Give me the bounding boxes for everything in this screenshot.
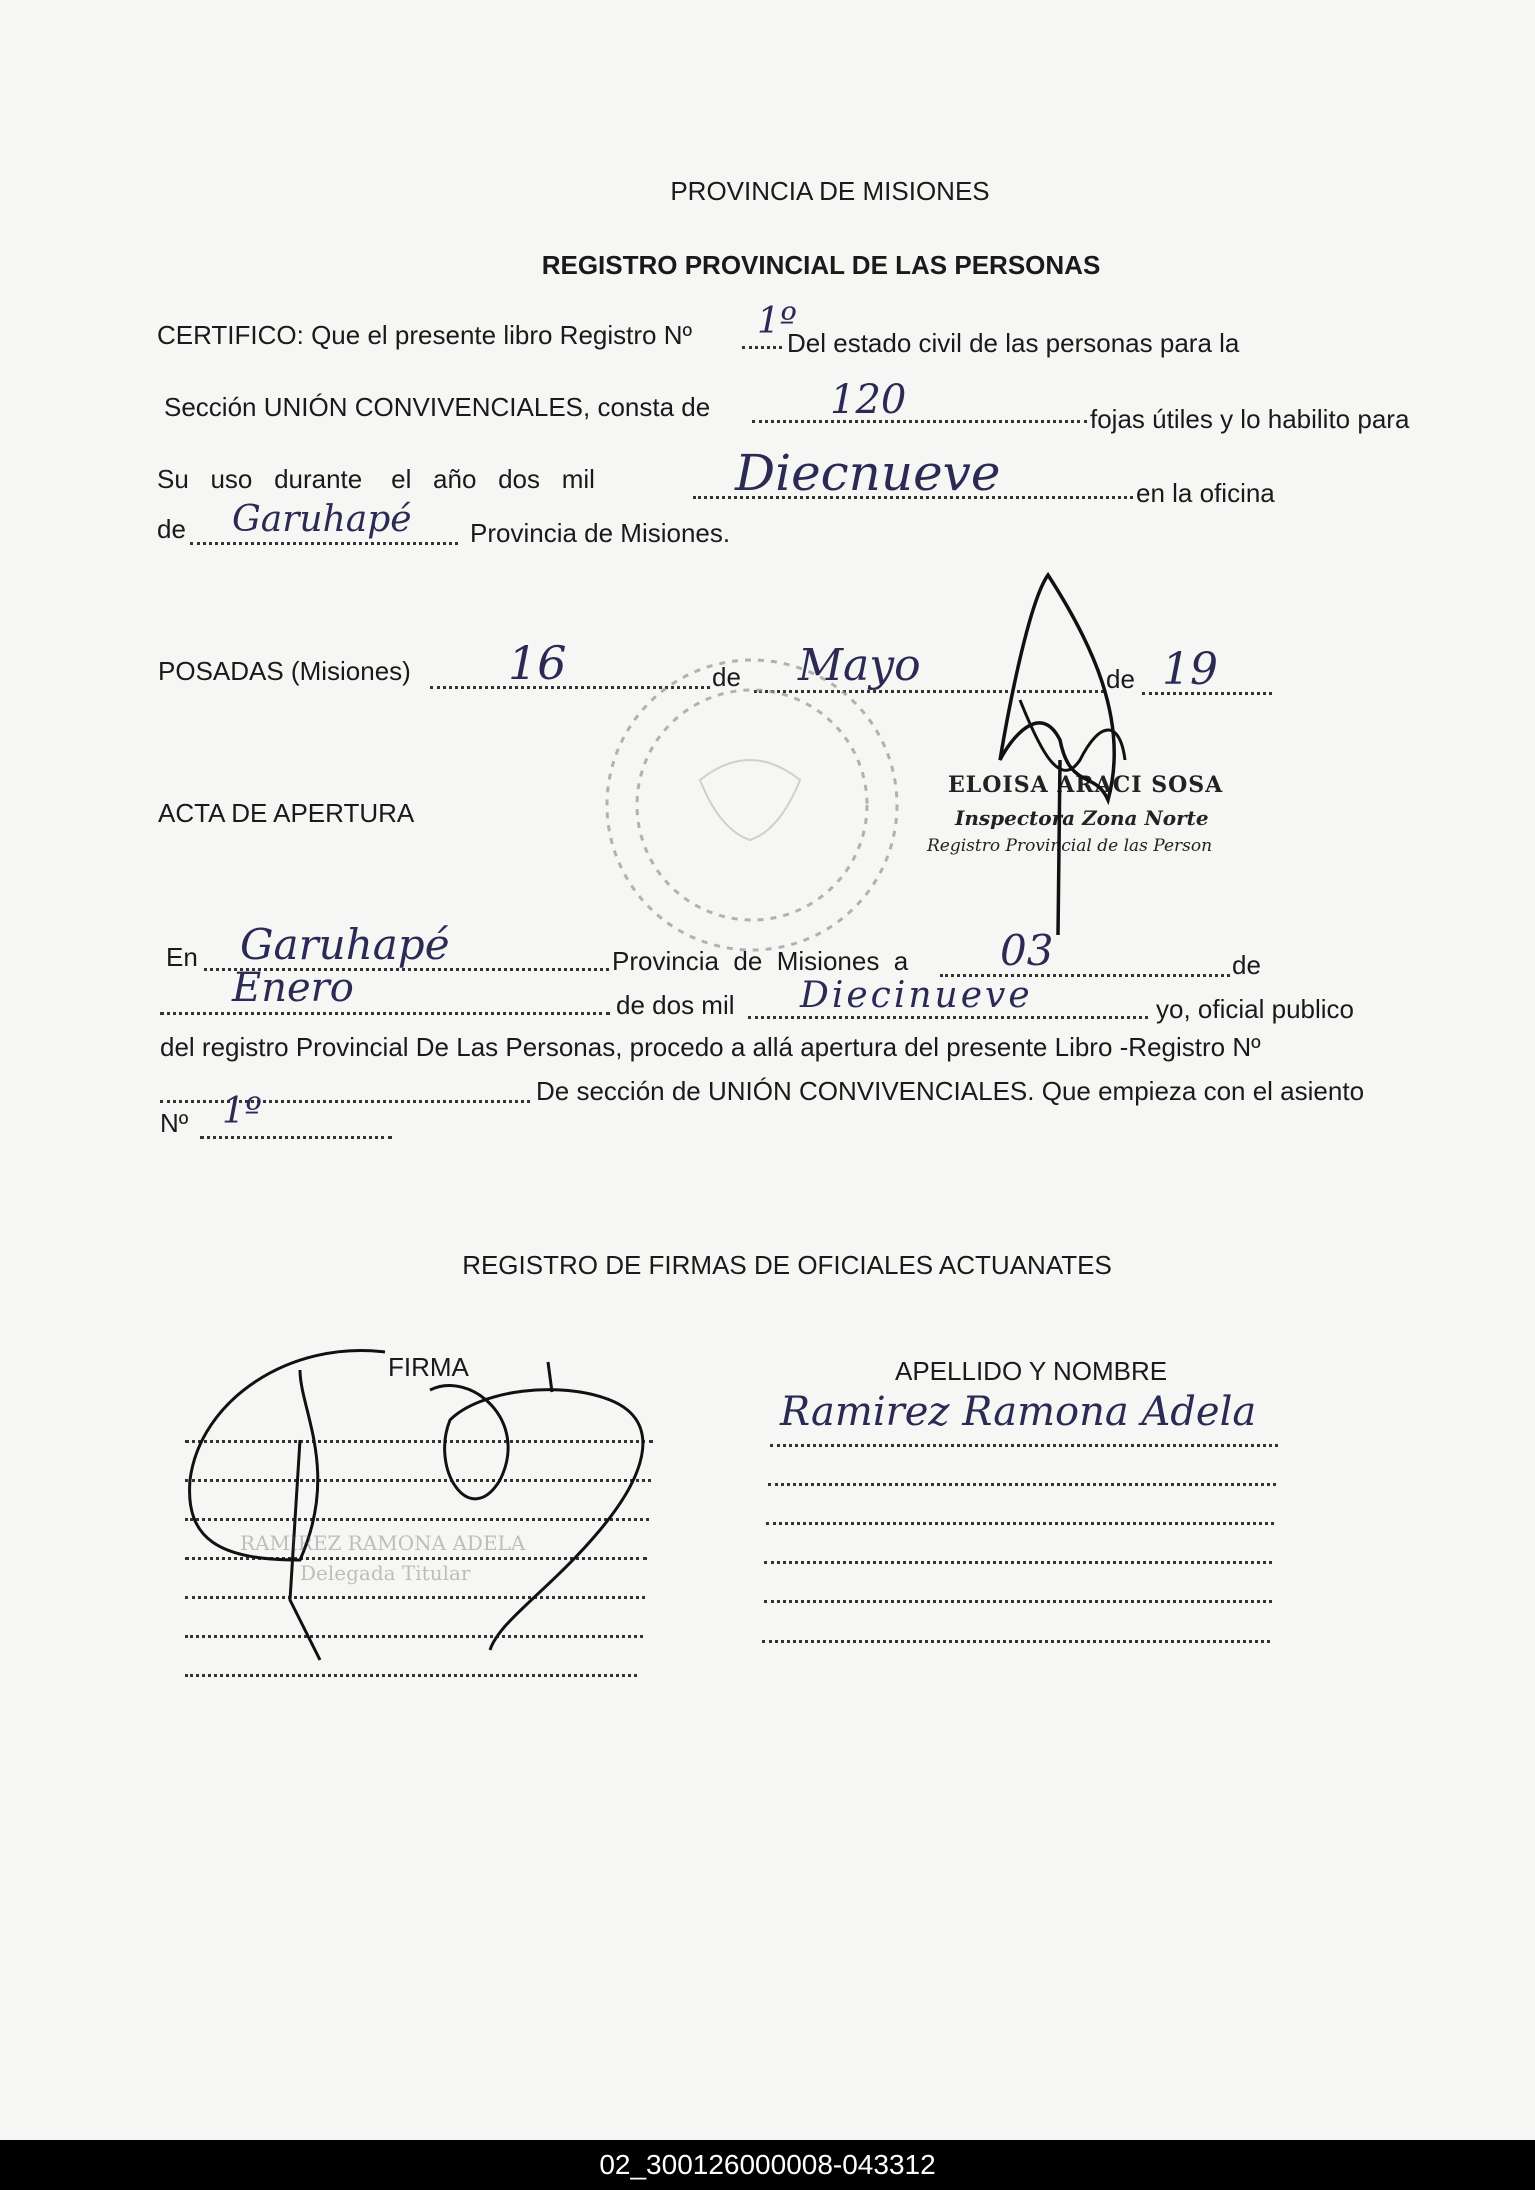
fojas-handwritten: 120 bbox=[830, 377, 907, 423]
acta-line-2-mid: de dos mil bbox=[616, 990, 735, 1020]
firma-row bbox=[185, 1635, 643, 1638]
certificate-line-2-start: Sección UNIÓN CONVIVENCIALES, consta de bbox=[164, 392, 711, 422]
nombre-row bbox=[766, 1522, 1274, 1525]
firma-row bbox=[185, 1479, 651, 1482]
nombre-row bbox=[770, 1444, 1278, 1447]
acta-seat-handwritten: 1º bbox=[222, 1091, 262, 1132]
acta-day-handwritten: 03 bbox=[1000, 926, 1054, 975]
registry-heading: REGISTRO PROVINCIAL DE LAS PERSONAS bbox=[541, 250, 1101, 280]
acta-line-1-mid: Provincia de Misiones a bbox=[612, 946, 909, 976]
dotted-line bbox=[160, 1100, 530, 1103]
date-year-handwritten: 19 bbox=[1162, 644, 1218, 695]
firma-row bbox=[185, 1557, 647, 1560]
acta-line-4: De sección de UNIÓN CONVIVENCIALES. Que empieza con el asiento bbox=[536, 1076, 1365, 1106]
certificate-line-1-end: Del estado civil de las personas para la bbox=[787, 328, 1240, 358]
document-id-footer: 02_300126000008-043312 bbox=[0, 2140, 1535, 2190]
dotted-line bbox=[742, 346, 782, 349]
book-number-handwritten: 1º bbox=[757, 301, 797, 342]
inspector-stamp-org: Registro Provincial de las Person bbox=[927, 836, 1213, 856]
province-heading: PROVINCIA DE MISIONES bbox=[670, 176, 990, 206]
acta-line-3: del registro Provincial De Las Personas, procedo a allá apertura del presente Libro -Registro Nº bbox=[160, 1032, 1261, 1062]
acta-line-1-start: En bbox=[166, 942, 198, 972]
dotted-line bbox=[752, 420, 1087, 423]
date-de-2: de bbox=[1106, 664, 1135, 694]
svg-text:RAMIREZ RAMONA ADELA: RAMIREZ RAMONA ADELA bbox=[240, 1531, 526, 1555]
acta-place-handwritten: Garuhapé bbox=[240, 920, 450, 969]
certificate-line-1-start: CERTIFICO: Que el presente libro Registro Nº bbox=[157, 320, 692, 350]
svg-text:Delegada Titular: Delegada Titular bbox=[300, 1561, 471, 1585]
date-month-handwritten: Mayo bbox=[798, 640, 921, 691]
acta-line-5-start: Nº bbox=[160, 1108, 189, 1138]
firma-row bbox=[185, 1596, 645, 1599]
firma-row bbox=[185, 1674, 637, 1677]
dotted-line bbox=[160, 1012, 610, 1015]
nombre-row bbox=[768, 1483, 1276, 1486]
certificate-line-4-end: Provincia de Misiones. bbox=[470, 518, 731, 548]
nombre-column-header: APELLIDO Y NOMBRE bbox=[895, 1356, 1168, 1386]
certificate-line-4-start: de bbox=[157, 514, 186, 544]
date-de-1: de bbox=[712, 662, 741, 692]
certificate-line-3-end: en la oficina bbox=[1136, 478, 1275, 508]
dotted-line bbox=[200, 1136, 392, 1139]
acta-line-1-end: de bbox=[1232, 950, 1261, 980]
date-place: POSADAS (Misiones) bbox=[158, 656, 411, 686]
inspector-stamp-title: Inspectora Zona Norte bbox=[955, 806, 1209, 830]
certificate-line-2-end: fojas útiles y lo habilito para bbox=[1090, 404, 1410, 434]
date-day-handwritten: 16 bbox=[508, 636, 567, 690]
firma-column-header: FIRMA bbox=[388, 1352, 469, 1382]
nombre-row bbox=[764, 1600, 1272, 1603]
signatures-title: REGISTRO DE FIRMAS DE OFICIALES ACTUANATES bbox=[462, 1250, 1112, 1280]
dotted-line bbox=[190, 542, 458, 545]
nombre-row bbox=[764, 1561, 1272, 1564]
nombre-handwritten: Ramirez Ramona Adela bbox=[780, 1389, 1257, 1435]
certificate-line-3-start: Su uso durante el año dos mil bbox=[157, 464, 595, 494]
office-handwritten: Garuhapé bbox=[232, 499, 412, 540]
firma-row bbox=[185, 1518, 649, 1521]
acta-month-handwritten: Enero bbox=[232, 965, 354, 1011]
nombre-row bbox=[762, 1640, 1270, 1643]
dotted-line bbox=[430, 686, 710, 689]
acta-line-2-end: yo, oficial publico bbox=[1156, 994, 1354, 1024]
dotted-line bbox=[748, 1016, 1148, 1019]
inspector-stamp-name: ELOISA ARACI SOSA bbox=[948, 772, 1224, 798]
firma-row bbox=[185, 1440, 653, 1443]
acta-year-handwritten: Diecinueve bbox=[800, 975, 1033, 1016]
acta-title: ACTA DE APERTURA bbox=[158, 798, 415, 828]
year-words-handwritten: Diecnueve bbox=[735, 444, 1001, 502]
